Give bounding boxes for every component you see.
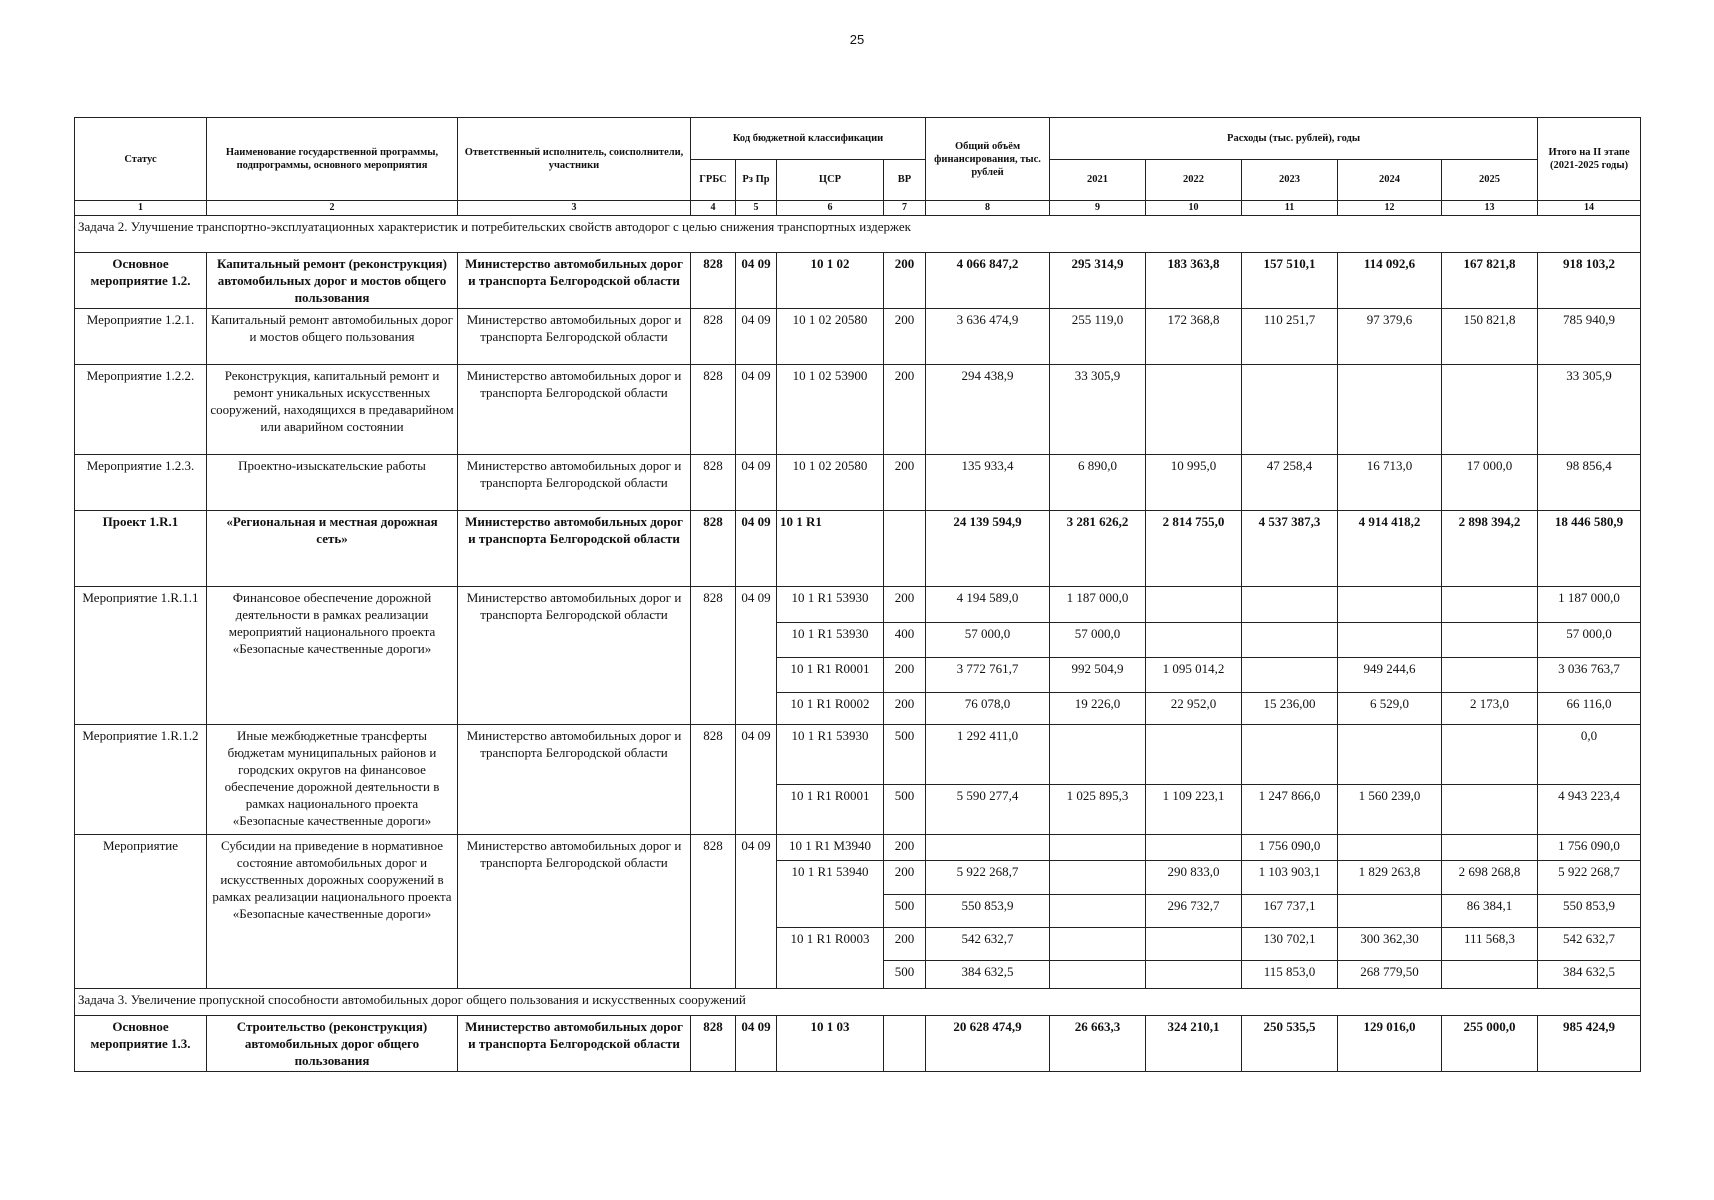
col-index: 5	[736, 201, 777, 216]
header-year-2022: 2022	[1146, 159, 1242, 201]
row-2022	[1146, 587, 1242, 623]
row-2024: 300 362,30	[1338, 928, 1442, 961]
row-2025: 2 698 268,8	[1442, 861, 1538, 895]
row-executor: Министерство автомобильных дорог и транспорта Белгородской области	[458, 511, 691, 587]
table-row-m121	[75, 309, 1641, 365]
row-sum: 542 632,7	[1538, 928, 1641, 961]
header-executor: Ответственный исполнитель, соисполнители, участники	[458, 118, 691, 201]
row-vr	[884, 1016, 926, 1072]
row-grbs: 828	[691, 587, 736, 725]
row-sum: 985 424,9	[1538, 1016, 1641, 1072]
row-vr: 500	[884, 895, 926, 928]
row-2022: 172 368,8	[1146, 309, 1242, 365]
row-sum: 66 116,0	[1538, 693, 1641, 725]
table-row-m1r12-line1	[75, 725, 1641, 785]
row-2021	[1050, 725, 1146, 785]
row-executor: Министерство автомобильных дорог и транспорта Белгородской области	[458, 835, 691, 989]
row-name: Финансовое обеспечение дорожной деятельности в рамках реализации мероприятий национального проекта «Безопасные качественные дороги»	[207, 587, 458, 725]
row-total: 4 194 589,0	[926, 587, 1050, 623]
row-2022: 290 833,0	[1146, 861, 1242, 895]
row-rzpr: 04 09	[736, 511, 777, 587]
row-2023: 167 737,1	[1242, 895, 1338, 928]
table-row-om13	[75, 1016, 1641, 1072]
row-executor: Министерство автомобильных дорог и транспорта Белгородской области	[458, 253, 691, 309]
row-csr: 10 1 R1 53940	[777, 861, 884, 928]
row-csr: 10 1 02 20580	[777, 309, 884, 365]
row-2024	[1338, 623, 1442, 658]
row-2025	[1442, 587, 1538, 623]
row-status: Основное мероприятие 1.2.	[75, 253, 207, 309]
row-name: Иные межбюджетные трансферты бюджетам муниципальных районов и городских округов на финансовое обеспечение дорожной деятельности в рамках национального проекта «Безопасные качественные дороги»	[207, 725, 458, 835]
row-2021: 295 314,9	[1050, 253, 1146, 309]
page-number: 25	[849, 32, 865, 47]
row-vr	[884, 511, 926, 587]
row-vr: 200	[884, 835, 926, 861]
row-2025	[1442, 623, 1538, 658]
row-name: Строительство (реконструкция) автомобильных дорог общего пользования	[207, 1016, 458, 1072]
row-2024: 4 914 418,2	[1338, 511, 1442, 587]
row-vr: 200	[884, 693, 926, 725]
row-2023	[1242, 365, 1338, 455]
row-2023: 115 853,0	[1242, 961, 1338, 989]
row-2024	[1338, 725, 1442, 785]
row-rzpr: 04 09	[736, 365, 777, 455]
row-sum: 785 940,9	[1538, 309, 1641, 365]
row-name: Капитальный ремонт автомобильных дорог и мостов общего пользования	[207, 309, 458, 365]
row-2021: 19 226,0	[1050, 693, 1146, 725]
header-status: Статус	[75, 118, 207, 201]
row-2021	[1050, 961, 1146, 989]
row-2021: 57 000,0	[1050, 623, 1146, 658]
row-csr: 10 1 R1 R0002	[777, 693, 884, 725]
row-2021: 3 281 626,2	[1050, 511, 1146, 587]
row-2022	[1146, 835, 1242, 861]
budget-table-wrapper	[74, 117, 1640, 1072]
row-name: «Региональная и местная дорожная сеть»	[207, 511, 458, 587]
row-2023: 157 510,1	[1242, 253, 1338, 309]
row-executor: Министерство автомобильных дорог и транспорта Белгородской области	[458, 365, 691, 455]
row-2023	[1242, 623, 1338, 658]
row-name: Реконструкция, капитальный ремонт и ремонт уникальных искусственных сооружений, находящихся в предаварийном или аварийном состоянии	[207, 365, 458, 455]
task-3-title: Задача 3. Увеличение пропускной способности автомобильных дорог общего пользования и искусственных сооружений	[75, 989, 1641, 1016]
table-row-m122	[75, 365, 1641, 455]
col-index: 13	[1442, 201, 1538, 216]
row-rzpr: 04 09	[736, 253, 777, 309]
row-executor: Министерство автомобильных дорог и транспорта Белгородской области	[458, 587, 691, 725]
col-index: 2	[207, 201, 458, 216]
row-sum: 98 856,4	[1538, 455, 1641, 511]
row-2025: 17 000,0	[1442, 455, 1538, 511]
row-2021: 1 187 000,0	[1050, 587, 1146, 623]
col-index: 8	[926, 201, 1050, 216]
task-2-title: Задача 2. Улучшение транспортно-эксплуатационных характеристик и потребительских свойств автодорог с целью снижения транспортных издержек	[75, 216, 1641, 253]
row-2025	[1442, 785, 1538, 835]
row-2022	[1146, 365, 1242, 455]
task-row	[75, 216, 1641, 253]
row-2025: 2 898 394,2	[1442, 511, 1538, 587]
row-grbs: 828	[691, 511, 736, 587]
col-index: 3	[458, 201, 691, 216]
row-2024: 1 560 239,0	[1338, 785, 1442, 835]
row-2023	[1242, 658, 1338, 693]
row-total: 4 066 847,2	[926, 253, 1050, 309]
col-index: 14	[1538, 201, 1641, 216]
row-2023: 110 251,7	[1242, 309, 1338, 365]
header-year-2023: 2023	[1242, 159, 1338, 201]
row-2021	[1050, 895, 1146, 928]
row-grbs: 828	[691, 835, 736, 989]
row-2023: 15 236,00	[1242, 693, 1338, 725]
row-2022	[1146, 928, 1242, 961]
row-csr: 10 1 03	[777, 1016, 884, 1072]
row-vr: 500	[884, 785, 926, 835]
row-vr: 200	[884, 587, 926, 623]
row-vr: 200	[884, 928, 926, 961]
col-index: 10	[1146, 201, 1242, 216]
row-vr: 200	[884, 455, 926, 511]
row-2025	[1442, 835, 1538, 861]
header-grbs: ГРБС	[691, 159, 736, 201]
row-total: 542 632,7	[926, 928, 1050, 961]
row-csr: 10 1 02	[777, 253, 884, 309]
row-2022: 1 109 223,1	[1146, 785, 1242, 835]
col-index: 4	[691, 201, 736, 216]
row-vr: 200	[884, 365, 926, 455]
row-sum: 3 036 763,7	[1538, 658, 1641, 693]
row-2023: 4 537 387,3	[1242, 511, 1338, 587]
row-status: Мероприятие 1.R.1.2	[75, 725, 207, 835]
row-2021	[1050, 835, 1146, 861]
row-2021	[1050, 928, 1146, 961]
row-grbs: 828	[691, 1016, 736, 1072]
table-row-om12	[75, 253, 1641, 309]
row-2024: 1 829 263,8	[1338, 861, 1442, 895]
row-total: 24 139 594,9	[926, 511, 1050, 587]
row-executor: Министерство автомобильных дорог и транспорта Белгородской области	[458, 309, 691, 365]
row-2021: 1 025 895,3	[1050, 785, 1146, 835]
row-total: 135 933,4	[926, 455, 1050, 511]
row-2022: 183 363,8	[1146, 253, 1242, 309]
row-2023: 1 103 903,1	[1242, 861, 1338, 895]
row-2024	[1338, 587, 1442, 623]
row-2023: 250 535,5	[1242, 1016, 1338, 1072]
row-status: Основное мероприятие 1.3.	[75, 1016, 207, 1072]
row-2022: 296 732,7	[1146, 895, 1242, 928]
row-total: 5 590 277,4	[926, 785, 1050, 835]
row-2022: 2 814 755,0	[1146, 511, 1242, 587]
row-executor: Министерство автомобильных дорог и транспорта Белгородской области	[458, 1016, 691, 1072]
row-2025: 150 821,8	[1442, 309, 1538, 365]
row-2025: 167 821,8	[1442, 253, 1538, 309]
row-2024	[1338, 365, 1442, 455]
row-2021: 33 305,9	[1050, 365, 1146, 455]
row-rzpr: 04 09	[736, 725, 777, 835]
col-index: 9	[1050, 201, 1146, 216]
row-total: 57 000,0	[926, 623, 1050, 658]
row-csr: 10 1 R1 53930	[777, 725, 884, 785]
row-2024: 97 379,6	[1338, 309, 1442, 365]
row-2021: 26 663,3	[1050, 1016, 1146, 1072]
row-status: Проект 1.R.1	[75, 511, 207, 587]
row-csr: 10 1 R1 R0001	[777, 658, 884, 693]
col-index: 6	[777, 201, 884, 216]
row-sum: 18 446 580,9	[1538, 511, 1641, 587]
row-2022: 10 995,0	[1146, 455, 1242, 511]
row-sum: 4 943 223,4	[1538, 785, 1641, 835]
row-status: Мероприятие	[75, 835, 207, 989]
row-vr: 500	[884, 725, 926, 785]
row-executor: Министерство автомобильных дорог и транспорта Белгородской области	[458, 455, 691, 511]
header-year-2024: 2024	[1338, 159, 1442, 201]
row-2024	[1338, 835, 1442, 861]
row-csr: 10 1 02 53900	[777, 365, 884, 455]
row-2025: 86 384,1	[1442, 895, 1538, 928]
row-2025	[1442, 658, 1538, 693]
row-sum: 57 000,0	[1538, 623, 1641, 658]
row-2024: 6 529,0	[1338, 693, 1442, 725]
row-2022	[1146, 961, 1242, 989]
header-vr: ВР	[884, 159, 926, 201]
header-stage-total: Итого на II этапе (2021-2025 годы)	[1538, 118, 1641, 201]
header-budget-code: Код бюджетной классификации	[691, 118, 926, 160]
row-csr: 10 1 02 20580	[777, 455, 884, 511]
row-rzpr: 04 09	[736, 309, 777, 365]
table-row-p1r1	[75, 511, 1641, 587]
header-total-volume: Общий объём финансирования, тыс. рублей	[926, 118, 1050, 201]
row-2024	[1338, 895, 1442, 928]
row-vr: 200	[884, 309, 926, 365]
column-index-row	[75, 201, 1641, 216]
row-total: 550 853,9	[926, 895, 1050, 928]
row-2024: 114 092,6	[1338, 253, 1442, 309]
row-vr: 400	[884, 623, 926, 658]
row-csr: 10 1 R1 R0003	[777, 928, 884, 989]
row-2025: 111 568,3	[1442, 928, 1538, 961]
row-total: 5 922 268,7	[926, 861, 1050, 895]
row-sum: 0,0	[1538, 725, 1641, 785]
row-sum: 550 853,9	[1538, 895, 1641, 928]
header-year-2021: 2021	[1050, 159, 1146, 201]
row-total: 3 636 474,9	[926, 309, 1050, 365]
row-grbs: 828	[691, 455, 736, 511]
row-2021: 255 119,0	[1050, 309, 1146, 365]
row-rzpr: 04 09	[736, 455, 777, 511]
row-2025	[1442, 365, 1538, 455]
task-row	[75, 989, 1641, 1016]
row-2025	[1442, 725, 1538, 785]
row-2023: 47 258,4	[1242, 455, 1338, 511]
budget-table	[74, 117, 1641, 1072]
row-sum: 33 305,9	[1538, 365, 1641, 455]
row-sum: 5 922 268,7	[1538, 861, 1641, 895]
row-2022	[1146, 623, 1242, 658]
header-rzpr: Рз Пр	[736, 159, 777, 201]
row-2023	[1242, 725, 1338, 785]
table-row-msub-line1	[75, 835, 1641, 861]
row-csr: 10 1 R1 M3940	[777, 835, 884, 861]
row-2021: 6 890,0	[1050, 455, 1146, 511]
row-name: Проектно-изыскательские работы	[207, 455, 458, 511]
row-name: Капитальный ремонт (реконструкция) автомобильных дорог и мостов общего пользования	[207, 253, 458, 309]
row-total: 294 438,9	[926, 365, 1050, 455]
row-2022: 1 095 014,2	[1146, 658, 1242, 693]
row-sum: 918 103,2	[1538, 253, 1641, 309]
table-row-m123	[75, 455, 1641, 511]
table-row-m1r11-line1	[75, 587, 1641, 623]
row-2023: 1 756 090,0	[1242, 835, 1338, 861]
row-name: Субсидии на приведение в нормативное состояние автомобильных дорог и искусственных дорожных сооружений в рамках реализации национального проекта «Безопасные качественные дороги»	[207, 835, 458, 989]
row-grbs: 828	[691, 365, 736, 455]
row-2022: 22 952,0	[1146, 693, 1242, 725]
row-2025: 2 173,0	[1442, 693, 1538, 725]
col-index: 7	[884, 201, 926, 216]
header-row-1	[75, 118, 1641, 160]
row-csr: 10 1 R1 53930	[777, 623, 884, 658]
header-year-2025: 2025	[1442, 159, 1538, 201]
row-2023: 130 702,1	[1242, 928, 1338, 961]
row-rzpr: 04 09	[736, 587, 777, 725]
row-total: 3 772 761,7	[926, 658, 1050, 693]
row-status: Мероприятие 1.2.3.	[75, 455, 207, 511]
row-2024: 268 779,50	[1338, 961, 1442, 989]
row-2024: 129 016,0	[1338, 1016, 1442, 1072]
row-sum: 1 187 000,0	[1538, 587, 1641, 623]
header-expenses: Расходы (тыс. рублей), годы	[1050, 118, 1538, 160]
row-status: Мероприятие 1.R.1.1	[75, 587, 207, 725]
row-2021	[1050, 861, 1146, 895]
row-total: 1 292 411,0	[926, 725, 1050, 785]
header-csr: ЦСР	[777, 159, 884, 201]
col-index: 12	[1338, 201, 1442, 216]
row-2024: 16 713,0	[1338, 455, 1442, 511]
row-total: 384 632,5	[926, 961, 1050, 989]
row-vr: 200	[884, 861, 926, 895]
row-vr: 200	[884, 253, 926, 309]
row-status: Мероприятие 1.2.2.	[75, 365, 207, 455]
row-csr: 10 1 R1 53930	[777, 587, 884, 623]
row-2024: 949 244,6	[1338, 658, 1442, 693]
row-2022	[1146, 725, 1242, 785]
row-2025: 255 000,0	[1442, 1016, 1538, 1072]
row-2021: 992 504,9	[1050, 658, 1146, 693]
row-total	[926, 835, 1050, 861]
row-2023	[1242, 587, 1338, 623]
row-grbs: 828	[691, 309, 736, 365]
row-grbs: 828	[691, 725, 736, 835]
row-vr: 200	[884, 658, 926, 693]
row-status: Мероприятие 1.2.1.	[75, 309, 207, 365]
row-executor: Министерство автомобильных дорог и транспорта Белгородской области	[458, 725, 691, 835]
row-csr: 10 1 R1 R0001	[777, 785, 884, 835]
row-2025	[1442, 961, 1538, 989]
row-rzpr: 04 09	[736, 835, 777, 989]
row-grbs: 828	[691, 253, 736, 309]
row-2023: 1 247 866,0	[1242, 785, 1338, 835]
row-csr: 10 1 R1	[777, 511, 884, 587]
col-index: 1	[75, 201, 207, 216]
row-2022: 324 210,1	[1146, 1016, 1242, 1072]
header-name: Наименование государственной программы, подпрограммы, основного мероприятия	[207, 118, 458, 201]
row-vr: 500	[884, 961, 926, 989]
row-sum: 1 756 090,0	[1538, 835, 1641, 861]
row-total: 20 628 474,9	[926, 1016, 1050, 1072]
row-sum: 384 632,5	[1538, 961, 1641, 989]
row-rzpr: 04 09	[736, 1016, 777, 1072]
row-total: 76 078,0	[926, 693, 1050, 725]
col-index: 11	[1242, 201, 1338, 216]
